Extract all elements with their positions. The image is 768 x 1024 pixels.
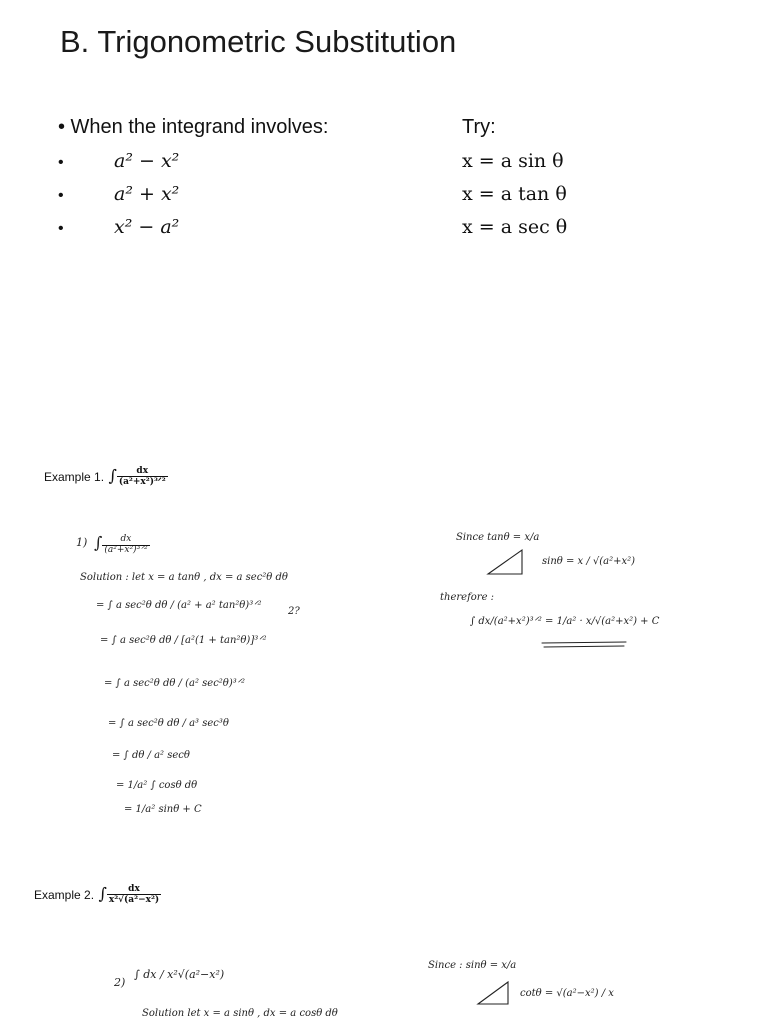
example-1-numerator: dx — [117, 466, 168, 477]
integrand-expr-2: a² + x² — [114, 183, 180, 205]
substitution-3: x = a sec θ — [462, 216, 568, 238]
example-1-denominator: (a²+x²)³ᐟ² — [118, 477, 166, 488]
example-2-label: Example 2. — [34, 888, 95, 902]
hw-step-6: = 1/a² ∫ cosθ dθ — [116, 780, 198, 791]
substitution-1: x = a sin θ — [462, 150, 564, 172]
triangle-icon — [486, 548, 526, 578]
hw-solution-line: Solution : let x = a tanθ , dx = a sec²θ dθ — [80, 572, 288, 583]
hw-therefore: therefore : — [440, 592, 495, 603]
hw-step-4: = ∫ a sec²θ dθ / a³ sec³θ — [108, 718, 229, 729]
hw-step-7: = 1/a² sinθ + C — [124, 804, 202, 815]
example-1-heading — [44, 466, 168, 487]
hw-sin-result: sinθ = x / √(a²+x²) — [542, 556, 636, 567]
example-2-denominator: x²√(a²−x²) — [108, 895, 160, 906]
hw-cot-result: cotθ = √(a²−x²) / x — [520, 988, 614, 999]
bullet-2: • — [58, 187, 64, 204]
hw-step-5: = ∫ dθ / a² secθ — [112, 750, 190, 761]
hw-problem-integral-1: ∫ $\frac{dx}{\text{(a²+x²)³ᐟ²}}$ — [94, 533, 148, 555]
hw-step-2: = ∫ a sec²θ dθ / [a²(1 + tan²θ)]³ᐟ² — [100, 635, 267, 646]
hw-side-mark: 2? — [288, 606, 300, 617]
example-2-heading — [34, 884, 161, 905]
hw-step-3: = ∫ a sec²θ dθ / (a² sec²θ)³ᐟ² — [104, 678, 245, 689]
hw-problem-number-1: 1) — [76, 536, 88, 549]
example-2-fraction — [107, 884, 161, 905]
bullet-1: • — [58, 154, 64, 171]
substitution-2: x = a tan θ — [462, 183, 567, 205]
intro-text: • When the integrand involves: — [58, 116, 329, 138]
page-title: B. Trigonometric Substitution — [60, 24, 457, 59]
hw-answer: ∫ dx/(a²+x²)³ᐟ² = 1/a² · x/√(a²+x²) + C — [470, 616, 660, 627]
example-1-fraction — [117, 466, 168, 487]
hw-problem-integral-2: ∫ dx / x²√(a²−x²) — [134, 968, 225, 981]
hw-since-line-1: Since tanθ = x/a — [456, 532, 540, 543]
integrand-expr-1: a² − x² — [114, 150, 180, 172]
try-label: Try: — [462, 116, 496, 138]
hw-since-line-2: Since : sinθ = x/a — [428, 960, 517, 971]
bullet-3: • — [58, 220, 64, 237]
integral-sign: ∫ — [108, 466, 117, 485]
example-2-numerator: dx — [107, 884, 161, 895]
example-1-label: Example 1. — [44, 470, 105, 484]
hw-problem-number-2: 2) — [114, 976, 126, 989]
answer-underline — [540, 640, 630, 650]
hw-step-1: = ∫ a sec²θ dθ / (a² + a² tan²θ)³ᐟ² — [96, 600, 262, 611]
integrand-expr-3: x² − a² — [114, 216, 180, 238]
integral-sign: ∫ — [98, 884, 107, 903]
hw-solution-line-2: Solution let x = a sinθ , dx = a cosθ dθ — [142, 1008, 338, 1019]
triangle-icon — [476, 980, 512, 1008]
